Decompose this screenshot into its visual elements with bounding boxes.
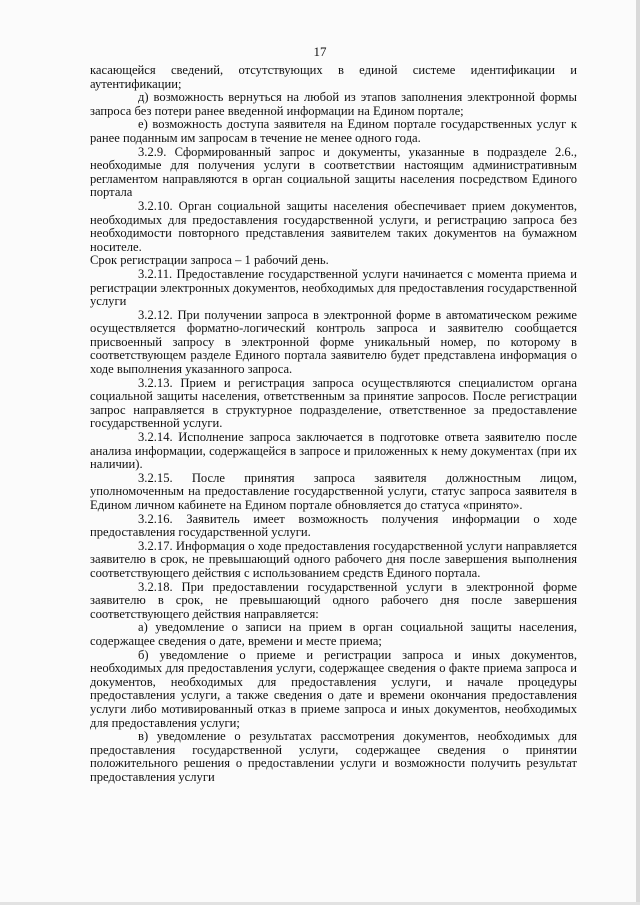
scan-edge-right bbox=[636, 0, 640, 905]
paragraph: д) возможность вернуться на любой из этапов заполнения электронной формы запроса без потери ранее введенной информации на Едином портале; bbox=[90, 90, 577, 118]
paragraph: 3.2.17. Информация о ходе предоставления государственной услуги направляется заявителю в срок, не превышающий одного рабочего дня после завершения выполнения соответствующего действия с использованием средств Единого портала. bbox=[90, 538, 577, 580]
paragraph: в) уведомление о результатах рассмотрения документов, необходимых для предоставления государственной услуги, содержащее сведения о принятии положительного решения о предоставлении услуги и возможности получить результат предоставления услуги bbox=[90, 729, 577, 784]
paragraph: 3.2.14. Исполнение запроса заключается в подготовке ответа заявителю после анализа информации, содержащейся в запросе и приложенных к нему документах (при их наличии). bbox=[90, 430, 577, 472]
paragraph: 3.2.10. Орган социальной защиты населения обеспечивает прием документов, необходимых для предоставления государственной услуги, и регистрацию запроса без необходимости повторного представления заявителем таких документов на бумажном носителе. bbox=[90, 198, 577, 254]
paragraph: 3.2.18. При предоставлении государственной услуги в электронной форме заявителю в срок, не превышающий одного рабочего дня после завершения соответствующего действия направляется: bbox=[90, 579, 577, 621]
paragraph: Срок регистрации запроса – 1 рабочий день. bbox=[90, 253, 329, 268]
paragraph: б) уведомление о приеме и регистрации запроса и иных документов, необходимых для предоставления услуги, содержащее сведения о факте приема запроса и документов, необходимых для предоставления услуги, и начале процедуры предоставления услуги, а также сведения о дате и времени окончания предоставления услуги либо мотивированный отказ в приеме запроса и иных документов, необходимых для предоставления услуги; bbox=[90, 647, 577, 730]
paragraph: 3.2.12. При получении запроса в электронной форме в автоматическом режиме осуществляется форматно-логический контроль запроса и заявителю сообщается присвоенный запросу в электронной форме уникальный номер, по которому в соответствующем разделе Единого портала заявителю будет представлена информация о ходе выполнения указанного запроса. bbox=[90, 307, 577, 377]
paragraph: е) возможность доступа заявителя на Едином портале государственных услуг к ранее поданным им запросам в течение не менее одного года. bbox=[90, 117, 577, 145]
page-number: 17 bbox=[313, 44, 327, 59]
paragraph: 3.2.11. Предоставление государственной услуги начинается с момента приема и регистрации электронных документов, необходимых для предоставления государственной услуги bbox=[90, 266, 577, 309]
paragraph: 3.2.16. Заявитель имеет возможность получения информации о ходе предоставления государственной услуги. bbox=[90, 511, 577, 540]
document-body bbox=[90, 64, 577, 784]
paragraph: а) уведомление о записи на прием в орган социальной защиты населения, содержащее сведения о дате, времени и месте приема; bbox=[90, 620, 577, 648]
paragraph: 3.2.13. Прием и регистрация запроса осуществляются специалистом органа социальной защиты населения, ответственным за принятие запросов. После регистрации запрос направляется в структурное подразделение, ответственное за предоставление государственной услуги. bbox=[90, 375, 577, 431]
paragraph: касающейся сведений, отсутствующих в единой системе идентификации и аутентификации; bbox=[90, 63, 577, 91]
paragraph: 3.2.9. Сформированный запрос и документы, указанные в подразделе 2.6., необходимые для получения услуги в соответствии настоящим административным регламентом направляются в орган социальной защиты населения посредством Единого портала bbox=[90, 144, 577, 200]
paragraph: 3.2.15. После принятия запроса заявителя должностным лицом, уполномоченным на предоставление государственной услуги, статус запроса заявителя в Едином личном кабинете на Едином портале обновляется до статуса «принято». bbox=[90, 470, 577, 512]
